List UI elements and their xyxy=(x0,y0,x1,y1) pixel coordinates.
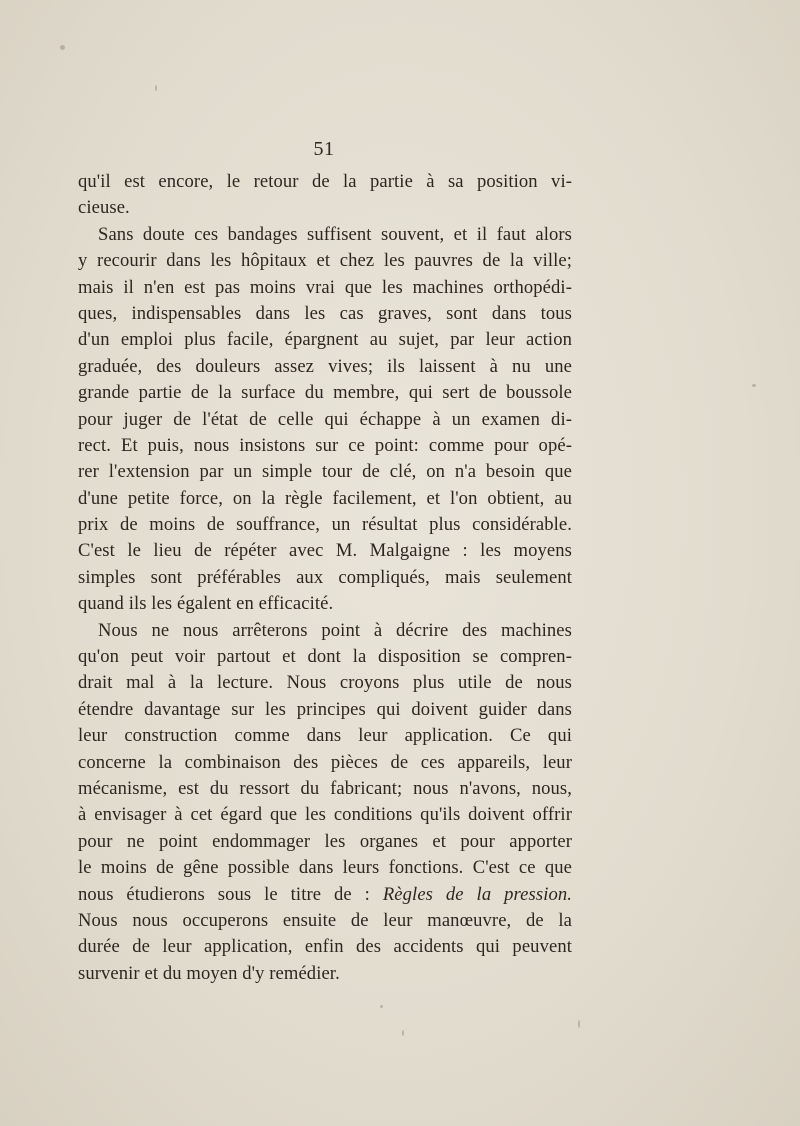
text-line-content: quand ils les égalent en efficacité. xyxy=(78,593,334,615)
text-line-content: pour ne point endommager les organes et pour apporter xyxy=(78,830,572,852)
text-line xyxy=(78,407,572,433)
page-number: 51 xyxy=(313,138,335,160)
text-line-content: durée de leur application, enfin des accidents qui peuvent xyxy=(78,936,572,958)
text-line xyxy=(78,248,572,274)
text-line-content: simples sont préférables aux compliqués, mais seulement xyxy=(78,566,572,588)
text-line-content: qu'il est encore, le retour de la partie à sa position vi- xyxy=(78,171,572,192)
text-line-content: d'une petite force, on la règle facilement, et l'on obtient, au xyxy=(78,487,572,509)
text-line-content: rect. Et puis, nous insistons sur ce point: comme pour opé- xyxy=(78,434,572,456)
paper-speck xyxy=(380,1005,383,1008)
text-line xyxy=(78,750,572,776)
text-line xyxy=(78,380,572,406)
text-line xyxy=(78,301,572,327)
text-line xyxy=(78,591,572,617)
text-line-content: qu'on peut voir partout et dont la disposition se compren- xyxy=(78,646,572,668)
text-line-content: survenir et du moyen d'y remédier. xyxy=(78,962,340,984)
text-line xyxy=(78,275,572,301)
text-line xyxy=(78,908,572,934)
text-line xyxy=(78,169,572,195)
text-line xyxy=(78,670,572,696)
text-line xyxy=(78,802,572,828)
text-line xyxy=(78,354,572,380)
text-line xyxy=(78,697,572,723)
text-line-content: y recourir dans les hôpitaux et chez les pauvres de la ville; xyxy=(78,250,572,272)
text-line xyxy=(78,459,572,485)
text-line-content: Nous nous occuperons ensuite de leur manœuvre, de la xyxy=(78,909,572,931)
text-line xyxy=(78,776,572,802)
text-line xyxy=(78,512,572,538)
paper-speck xyxy=(752,384,756,387)
text-line-content: mécanisme, est du ressort du fabricant; nous n'avons, nous, xyxy=(78,777,572,799)
text-line xyxy=(78,327,572,353)
text-line xyxy=(78,855,572,881)
text-line-content: Nous ne nous arrêterons point à décrire des machines xyxy=(98,619,572,641)
text-line-content: graduée, des douleurs assez vives; ils laissent à nu une xyxy=(78,355,572,377)
text-line xyxy=(78,195,572,221)
text-line-content: nous étudierons sous le titre de : xyxy=(78,883,383,905)
text-line-content: mais il n'en est pas moins vrai que les machines orthopédi- xyxy=(78,276,572,298)
text-line-content: prix de moins de souffrance, un résultat plus considérable. xyxy=(78,514,572,536)
paper-speck xyxy=(578,1020,580,1028)
text-line-content: pour juger de l'état de celle qui échappe à un examen di- xyxy=(78,408,572,430)
text-line-content: étendre davantage sur les principes qui doivent guider dans xyxy=(78,698,572,720)
text-line xyxy=(78,644,572,670)
text-line-content: ques, indispensables dans les cas graves, sont dans tous xyxy=(78,302,572,324)
text-line xyxy=(78,433,572,459)
text-line-content: C'est le lieu de répéter avec M. Malgaigne : les moyens xyxy=(78,540,572,562)
text-line-content: grande partie de la surface du membre, qui sert de boussole xyxy=(78,382,572,404)
text-line-content: Sans doute ces bandages suffisent souvent, et il faut alors xyxy=(98,223,572,245)
paper-speck xyxy=(60,45,65,50)
text-line-content: à envisager à cet égard que les conditions qu'ils doivent offrir xyxy=(78,804,572,826)
text-line-content: cieuse. xyxy=(78,197,130,219)
paper-speck xyxy=(402,1030,404,1036)
text-line-content: d'un emploi plus facile, épargnent au sujet, par leur action xyxy=(78,329,572,351)
text-line-content: leur construction comme dans leur application. Ce qui xyxy=(78,725,572,747)
text-line-content: drait mal à la lecture. Nous croyons plus utile de nous xyxy=(78,672,572,694)
text-line xyxy=(78,222,572,248)
text-line-italic: Règles de la pression. xyxy=(382,883,572,905)
text-line xyxy=(78,934,572,960)
text-line xyxy=(78,565,572,591)
text-line-content: rer l'extension par un simple tour de clé, on n'a besoin que xyxy=(78,461,572,483)
text-line xyxy=(78,961,572,987)
text-line xyxy=(78,618,572,644)
text-line xyxy=(78,486,572,512)
text-line xyxy=(78,882,572,908)
paper-speck xyxy=(155,85,157,91)
text-line-content: concerne la combinaison des pièces de ces appareils, leur xyxy=(78,751,572,773)
text-line xyxy=(78,538,572,564)
text-line xyxy=(78,723,572,749)
text-line-content: le moins de gêne possible dans leurs fonctions. C'est ce que xyxy=(78,857,572,879)
body-text xyxy=(78,169,572,987)
text-line xyxy=(78,829,572,855)
